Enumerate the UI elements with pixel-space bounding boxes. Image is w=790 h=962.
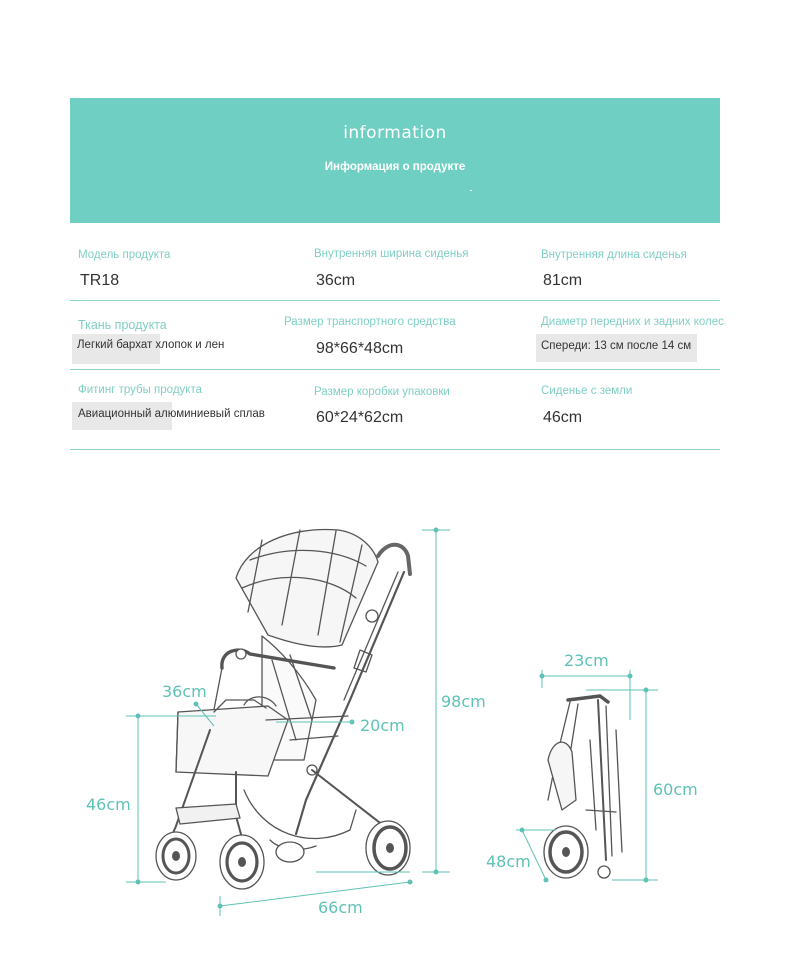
spec-label-vehicle-size: Размер транспортного средства [284,316,456,328]
spec-value-model: TR18 [80,272,120,289]
unfolded-stroller-illustration [156,529,410,889]
banner-subtitle: Информация о продукте [324,161,466,173]
banner-title: information [343,123,447,143]
dim-label-seat-height: 46cm [86,795,131,814]
dim-label-folded-height: 60cm [653,780,698,799]
spec-value-vehicle-size: 98*66*48cm [316,340,404,357]
spec-label-seat-height: Сиденье с земли [541,385,633,397]
spec-value-seat-length: 81cm [543,272,583,289]
spec-label-box-size: Размер коробки упаковки [314,386,450,398]
spec-label-fabric: Ткань продукта [78,318,167,332]
dim-label-seat-depth: 20cm [360,716,405,735]
spec-value-seat-height: 46cm [543,409,583,426]
dim-label-folded-depth: 48cm [486,852,531,871]
spec-value-frame: Авиационный алюминиевый сплав [78,408,265,420]
spec-label-model: Модель продукта [78,249,171,261]
spec-label-seat-length: Внутренняя длина сиденья [541,249,687,261]
dim-label-length: 66cm [318,898,363,917]
dim-label-seat-width: 36cm [162,682,207,701]
spec-value-box-size: 60*24*62cm [316,409,404,426]
spec-value-wheel-diameter: Спереди: 13 см после 14 см [541,340,692,352]
wheel-front-right [220,835,264,889]
dim-label-folded-width: 23cm [564,651,609,670]
wheel-folded [544,826,588,878]
spec-value-seat-width: 36cm [316,272,356,289]
spec-label-seat-width: Внутренняя ширина сиденья [314,248,469,260]
spec-label-wheel-diameter: Диаметр передних и задних колес [541,316,724,328]
dim-label-height: 98cm [441,692,486,711]
spec-label-frame: Фитинг трубы продукта [78,384,202,396]
spec-value-fabric: Легкий бархат хлопок и лен [77,339,225,351]
folded-stroller-illustration [544,696,622,878]
wheel-rear-right [366,821,410,875]
wheel-rear-left [276,842,304,862]
wheel-front-left [156,832,196,880]
